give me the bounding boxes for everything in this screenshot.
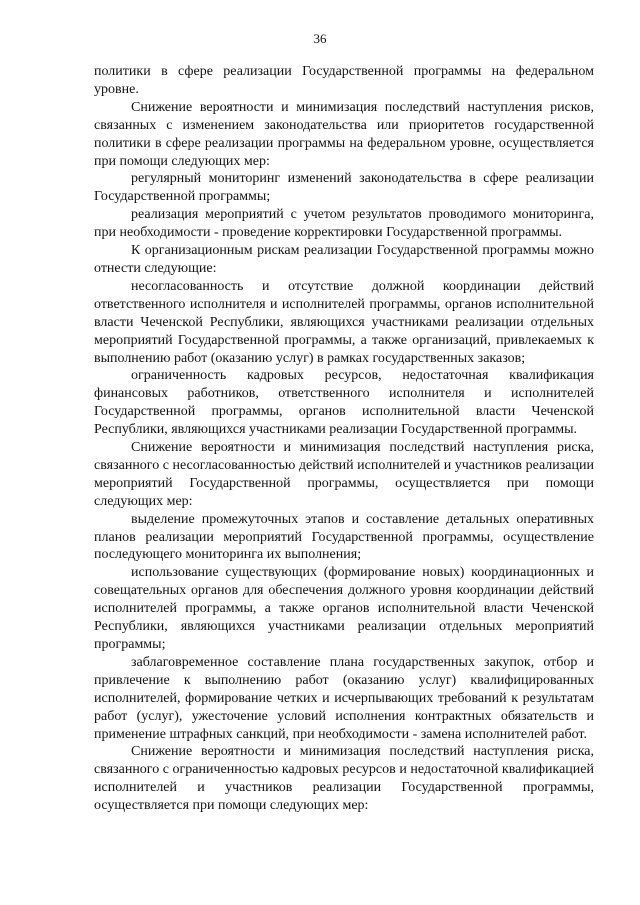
- paragraph-procurement-measure: заблаговременное составление плана государственных закупок, отбор и привлечение к выполнению работ (оказанию услуг) квалифицированных исполнителей, формирование четких и исчерпывающих требований к результатам работ (услуг), ужесточение условий исполнения контрактных обязательств и применение штрафных санкций, при необходимости - замена исполнителей работ.: [94, 654, 594, 742]
- paragraph-organizational-risks-intro: К организационным рискам реализации Государственной программы можно отнести следующие:: [94, 243, 594, 276]
- paragraph-staffing-risk: ограниченность кадровых ресурсов, недостаточная квалификация финансовых работников, ответственного исполнителя и исполнителей Государственной программы, органов исполнительной власти Чеченской Республики, являющихся участниками реализации Государственной программы.: [94, 368, 594, 438]
- paragraph-coordination-risk: несогласованность и отсутствие должной координации действий ответственного исполнителя и исполнителей программы, органов исполнительной власти Чеченской Республики, являющихся участниками реализации отдельных мероприятий Государственной программы, а также организаций, привлекаемых к выполнению работ (оказанию услуг) в рамках государственных заказов;: [94, 278, 594, 366]
- paragraph-coordination-mitigation: Снижение вероятности и минимизация последствий наступления риска, связанного с несогласованностью действий исполнителей и участников реализации мероприятий Государственной программы, осуществляется при помощи следующих мер:: [94, 440, 594, 509]
- paragraph-legislation-risk-mitigation: Снижение вероятности и минимизация последствий наступления рисков, связанных с изменением законодательства или приоритетов государственной политики в сфере реализации программы на федеральном уровне, осуществляется при помощи следующих мер:: [94, 99, 594, 169]
- paragraph-coordination-bodies-measure: использование существующих (формирование новых) координационных и совещательных органов для обеспечения должного уровня координации действий исполнителей программы, а также органов исполнительной власти Чеченской Республики, являющихся участниками реализации отдельных мероприятий программы;: [94, 565, 594, 652]
- paragraph-monitoring-measure: регулярный мониторинг изменений законодательства в сфере реализации Государственной программы;: [94, 171, 594, 205]
- paragraph-stages-measure: выделение промежуточных этапов и составление детальных оперативных планов реализации мероприятий Государственной программы, осуществление последующего мониторинга их выполнения;: [94, 511, 594, 563]
- body-text: [94, 63, 594, 815]
- paragraph-adjustment-measure: реализация мероприятий с учетом результатов проводимого мониторинга, при необходимости - проведение корректировки Государственной программы.: [94, 207, 594, 241]
- paragraph-continuation: политики в сфере реализации Государственной программы на федеральном уровне.: [94, 64, 594, 97]
- paragraph-staffing-mitigation: Снижение вероятности и минимизация последствий наступления риска, связанного с ограниченностью кадровых ресурсов и недостаточной квалификацией исполнителей и участников реализации Государственной программы, осуществляется при помощи следующих мер:: [94, 744, 594, 814]
- page-number: 36: [313, 31, 327, 46]
